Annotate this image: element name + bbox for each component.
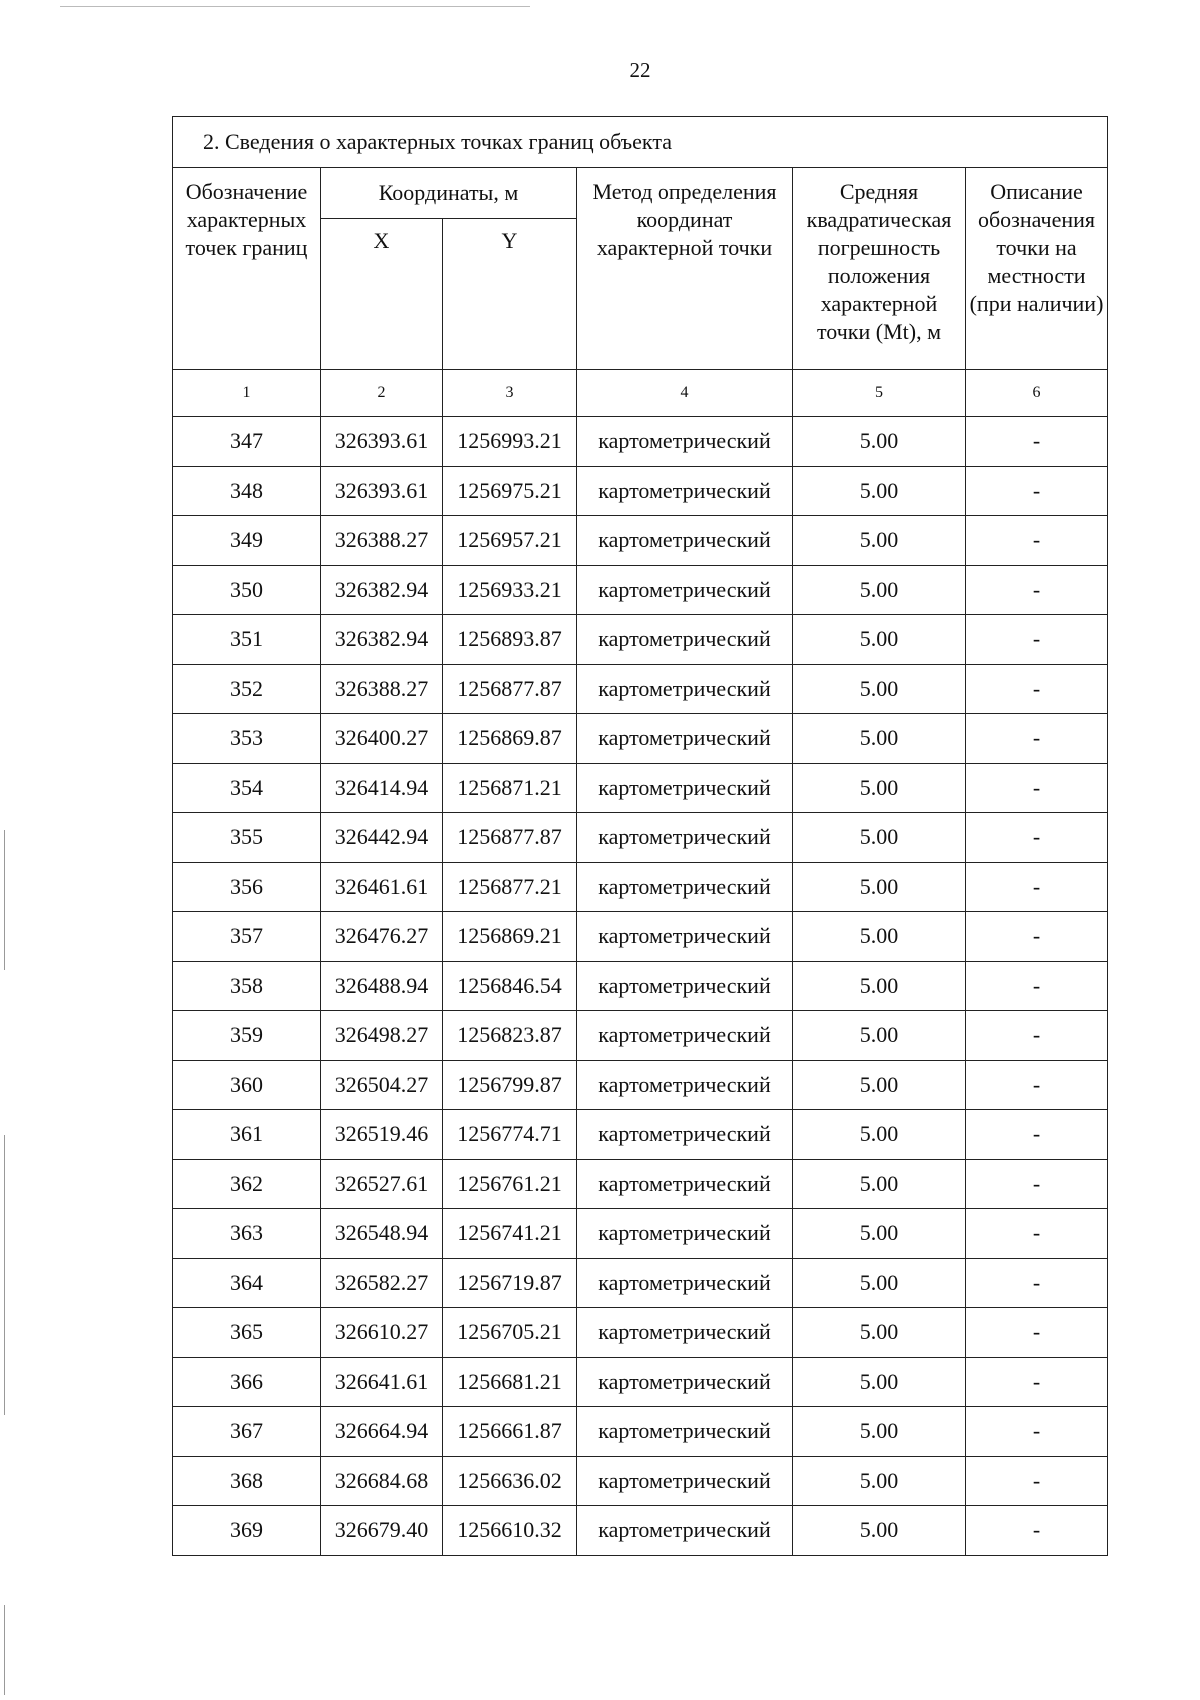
method-cell: картометрический: [577, 1011, 793, 1061]
x-coordinate-cell: 326610.27: [321, 1308, 443, 1358]
scan-artifact-left-1: [4, 830, 5, 970]
description-cell: -: [966, 1159, 1108, 1209]
description-cell: -: [966, 1308, 1108, 1358]
column-numbers-row: [173, 370, 1108, 417]
column-number: 1: [173, 370, 321, 417]
y-coordinate-cell: 1256877.87: [443, 664, 577, 714]
header-description: Описание обозначения точки на местности (при наличии): [966, 168, 1108, 370]
header-coordinates: Координаты, м: [321, 168, 577, 219]
error-cell: 5.00: [793, 813, 966, 863]
point-cell: 359: [173, 1011, 321, 1061]
table-row: [173, 1060, 1108, 1110]
point-cell: 360: [173, 1060, 321, 1110]
page-number: 22: [629, 58, 651, 82]
x-coordinate-cell: 326498.27: [321, 1011, 443, 1061]
method-cell: картометрический: [577, 714, 793, 764]
point-cell: 364: [173, 1258, 321, 1308]
point-cell: 347: [173, 417, 321, 467]
x-coordinate-cell: 326488.94: [321, 961, 443, 1011]
method-cell: картометрический: [577, 1060, 793, 1110]
error-cell: 5.00: [793, 714, 966, 764]
header-x: X: [321, 219, 443, 370]
error-cell: 5.00: [793, 1011, 966, 1061]
error-cell: 5.00: [793, 1506, 966, 1556]
x-coordinate-cell: 326388.27: [321, 664, 443, 714]
description-cell: -: [966, 714, 1108, 764]
y-coordinate-cell: 1256799.87: [443, 1060, 577, 1110]
y-coordinate-cell: 1256719.87: [443, 1258, 577, 1308]
point-cell: 355: [173, 813, 321, 863]
y-coordinate-cell: 1256661.87: [443, 1407, 577, 1457]
description-cell: -: [966, 417, 1108, 467]
section-title-row: [173, 117, 1108, 168]
table-row: [173, 1357, 1108, 1407]
method-cell: картометрический: [577, 1407, 793, 1457]
error-cell: 5.00: [793, 1209, 966, 1259]
table-row: [173, 714, 1108, 764]
description-cell: -: [966, 763, 1108, 813]
error-cell: 5.00: [793, 763, 966, 813]
x-coordinate-cell: 326664.94: [321, 1407, 443, 1457]
method-cell: картометрический: [577, 1308, 793, 1358]
y-coordinate-cell: 1256774.71: [443, 1110, 577, 1160]
error-cell: 5.00: [793, 1456, 966, 1506]
y-coordinate-cell: 1256877.21: [443, 862, 577, 912]
x-coordinate-cell: 326519.46: [321, 1110, 443, 1160]
x-coordinate-cell: 326504.27: [321, 1060, 443, 1110]
table-row: [173, 417, 1108, 467]
description-cell: -: [966, 1506, 1108, 1556]
method-cell: картометрический: [577, 1159, 793, 1209]
column-number: 6: [966, 370, 1108, 417]
method-cell: картометрический: [577, 862, 793, 912]
table-row: [173, 1456, 1108, 1506]
y-coordinate-cell: 1256893.87: [443, 615, 577, 665]
point-cell: 369: [173, 1506, 321, 1556]
x-coordinate-cell: 326679.40: [321, 1506, 443, 1556]
point-cell: 367: [173, 1407, 321, 1457]
point-cell: 361: [173, 1110, 321, 1160]
point-cell: 351: [173, 615, 321, 665]
column-number: 3: [443, 370, 577, 417]
error-cell: 5.00: [793, 615, 966, 665]
y-coordinate-cell: 1256869.21: [443, 912, 577, 962]
scan-artifact-left-3: [4, 1605, 5, 1695]
table-row: [173, 1209, 1108, 1259]
x-coordinate-cell: 326476.27: [321, 912, 443, 962]
y-coordinate-cell: 1256681.21: [443, 1357, 577, 1407]
method-cell: картометрический: [577, 615, 793, 665]
x-coordinate-cell: 326393.61: [321, 417, 443, 467]
description-cell: -: [966, 1110, 1108, 1160]
header-row-1: [173, 168, 1108, 219]
table-row: [173, 763, 1108, 813]
description-cell: -: [966, 912, 1108, 962]
table-row: [173, 466, 1108, 516]
x-coordinate-cell: 326388.27: [321, 516, 443, 566]
table-row: [173, 813, 1108, 863]
y-coordinate-cell: 1256610.32: [443, 1506, 577, 1556]
description-cell: -: [966, 615, 1108, 665]
point-cell: 349: [173, 516, 321, 566]
x-coordinate-cell: 326461.61: [321, 862, 443, 912]
method-cell: картометрический: [577, 1209, 793, 1259]
point-cell: 348: [173, 466, 321, 516]
table-row: [173, 961, 1108, 1011]
description-cell: -: [966, 1357, 1108, 1407]
error-cell: 5.00: [793, 961, 966, 1011]
boundary-points-table: [172, 116, 1108, 1556]
point-cell: 354: [173, 763, 321, 813]
error-cell: 5.00: [793, 1407, 966, 1457]
method-cell: картометрический: [577, 1258, 793, 1308]
x-coordinate-cell: 326393.61: [321, 466, 443, 516]
description-cell: -: [966, 1209, 1108, 1259]
y-coordinate-cell: 1256846.54: [443, 961, 577, 1011]
description-cell: -: [966, 516, 1108, 566]
method-cell: картометрический: [577, 1110, 793, 1160]
y-coordinate-cell: 1256636.02: [443, 1456, 577, 1506]
point-cell: 363: [173, 1209, 321, 1259]
description-cell: -: [966, 1011, 1108, 1061]
method-cell: картометрический: [577, 763, 793, 813]
description-cell: -: [966, 466, 1108, 516]
point-cell: 366: [173, 1357, 321, 1407]
table-row: [173, 664, 1108, 714]
table-row: [173, 615, 1108, 665]
method-cell: картометрический: [577, 961, 793, 1011]
description-cell: -: [966, 1456, 1108, 1506]
point-cell: 350: [173, 565, 321, 615]
table-row: [173, 565, 1108, 615]
method-cell: картометрический: [577, 1506, 793, 1556]
x-coordinate-cell: 326641.61: [321, 1357, 443, 1407]
method-cell: картометрический: [577, 1357, 793, 1407]
y-coordinate-cell: 1256741.21: [443, 1209, 577, 1259]
method-cell: картометрический: [577, 466, 793, 516]
error-cell: 5.00: [793, 1357, 966, 1407]
table-row: [173, 1258, 1108, 1308]
point-cell: 368: [173, 1456, 321, 1506]
table-row: [173, 1011, 1108, 1061]
description-cell: -: [966, 813, 1108, 863]
y-coordinate-cell: 1256705.21: [443, 1308, 577, 1358]
y-coordinate-cell: 1256761.21: [443, 1159, 577, 1209]
description-cell: -: [966, 862, 1108, 912]
error-cell: 5.00: [793, 1258, 966, 1308]
error-cell: 5.00: [793, 1159, 966, 1209]
scan-artifact-top: [60, 6, 530, 7]
x-coordinate-cell: 326400.27: [321, 714, 443, 764]
y-coordinate-cell: 1256823.87: [443, 1011, 577, 1061]
error-cell: 5.00: [793, 1060, 966, 1110]
method-cell: картометрический: [577, 1456, 793, 1506]
table-row: [173, 1159, 1108, 1209]
table-row: [173, 912, 1108, 962]
y-coordinate-cell: 1256993.21: [443, 417, 577, 467]
x-coordinate-cell: 326442.94: [321, 813, 443, 863]
column-number: 4: [577, 370, 793, 417]
table-row: [173, 862, 1108, 912]
description-cell: -: [966, 1060, 1108, 1110]
error-cell: 5.00: [793, 1110, 966, 1160]
point-cell: 358: [173, 961, 321, 1011]
point-cell: 353: [173, 714, 321, 764]
header-method: Метод определения координат характерной точки: [577, 168, 793, 370]
column-number: 2: [321, 370, 443, 417]
point-cell: 352: [173, 664, 321, 714]
y-coordinate-cell: 1256933.21: [443, 565, 577, 615]
x-coordinate-cell: 326548.94: [321, 1209, 443, 1259]
method-cell: картометрический: [577, 912, 793, 962]
header-designation: Обозначение характерных точек границ: [173, 168, 321, 370]
x-coordinate-cell: 326414.94: [321, 763, 443, 813]
description-cell: -: [966, 961, 1108, 1011]
x-coordinate-cell: 326684.68: [321, 1456, 443, 1506]
y-coordinate-cell: 1256877.87: [443, 813, 577, 863]
error-cell: 5.00: [793, 1308, 966, 1358]
error-cell: 5.00: [793, 466, 966, 516]
error-cell: 5.00: [793, 912, 966, 962]
scan-artifact-left-2: [4, 1135, 5, 1415]
point-cell: 362: [173, 1159, 321, 1209]
error-cell: 5.00: [793, 565, 966, 615]
header-y: Y: [443, 219, 577, 370]
header-error: Средняя квадратическая погрешность положения характерной точки (Mt), м: [793, 168, 966, 370]
x-coordinate-cell: 326382.94: [321, 615, 443, 665]
y-coordinate-cell: 1256871.21: [443, 763, 577, 813]
y-coordinate-cell: 1256975.21: [443, 466, 577, 516]
x-coordinate-cell: 326382.94: [321, 565, 443, 615]
description-cell: -: [966, 565, 1108, 615]
y-coordinate-cell: 1256869.87: [443, 714, 577, 764]
error-cell: 5.00: [793, 417, 966, 467]
point-cell: 357: [173, 912, 321, 962]
description-cell: -: [966, 1407, 1108, 1457]
table-row: [173, 1110, 1108, 1160]
section-title: 2. Сведения о характерных точках границ объекта: [173, 117, 1108, 168]
method-cell: картометрический: [577, 417, 793, 467]
method-cell: картометрический: [577, 565, 793, 615]
point-cell: 356: [173, 862, 321, 912]
point-cell: 365: [173, 1308, 321, 1358]
description-cell: -: [966, 664, 1108, 714]
column-number: 5: [793, 370, 966, 417]
table-row: [173, 1308, 1108, 1358]
error-cell: 5.00: [793, 516, 966, 566]
table-row: [173, 1407, 1108, 1457]
method-cell: картометрический: [577, 813, 793, 863]
table-row: [173, 516, 1108, 566]
method-cell: картометрический: [577, 664, 793, 714]
y-coordinate-cell: 1256957.21: [443, 516, 577, 566]
error-cell: 5.00: [793, 664, 966, 714]
error-cell: 5.00: [793, 862, 966, 912]
table-row: [173, 1506, 1108, 1556]
method-cell: картометрический: [577, 516, 793, 566]
description-cell: -: [966, 1258, 1108, 1308]
x-coordinate-cell: 326582.27: [321, 1258, 443, 1308]
x-coordinate-cell: 326527.61: [321, 1159, 443, 1209]
